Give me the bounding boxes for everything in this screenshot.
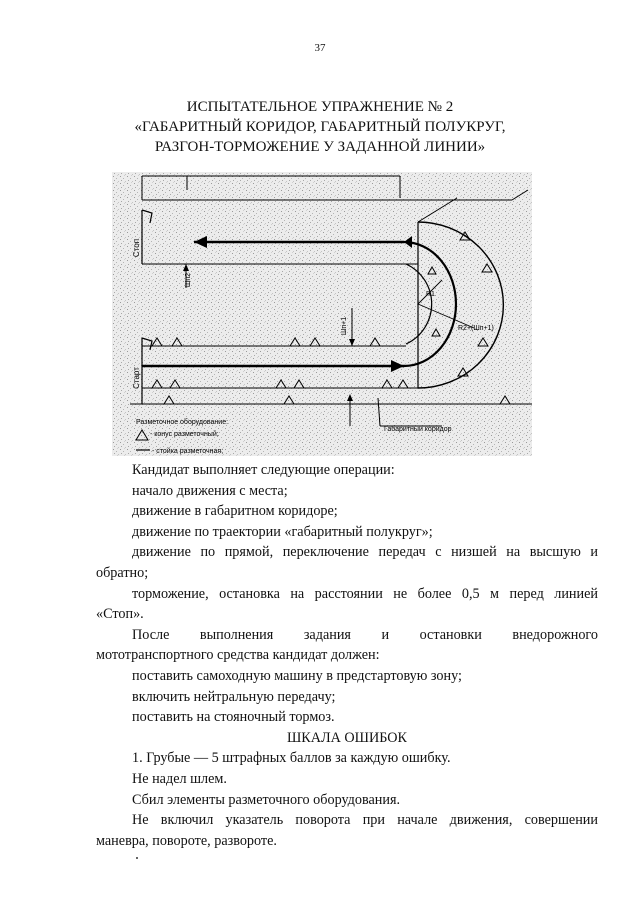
shp1-label: Шп+1	[341, 316, 348, 336]
intro-line: Кандидат выполняет следующие операции:	[132, 462, 395, 478]
scan-noise-background	[112, 172, 532, 456]
requirement-1: поставить самоходную машину в предстартовую зону;	[132, 667, 462, 684]
legend-post: - стойка разметочная;	[152, 448, 224, 455]
legend-cone: - конус разметочный;	[150, 431, 219, 438]
operation-1: начало движения с места;	[132, 482, 288, 499]
operation-3: движение по траектории «габаритный полукруг»;	[132, 523, 433, 540]
title-line-2: «ГАБАРИТНЫЙ КОРИДОР, ГАБАРИТНЫЙ ПОЛУКРУГ,	[134, 119, 506, 135]
legend-title: Разметочное оборудование:	[136, 419, 229, 426]
operation-2: движение в габаритном коридоре;	[132, 503, 338, 520]
page-title	[0, 97, 640, 157]
operation-4-line-1: движение по прямой, переключение передач с низшей на высшую и	[132, 544, 598, 561]
operation-5-line-2: «Стоп».	[96, 606, 144, 623]
exercise-diagram	[112, 168, 532, 458]
r2-label: R2+(Шп+1)	[458, 325, 494, 332]
requirement-2: включить нейтральную передачу;	[132, 688, 336, 705]
operation-5-line-1: торможение, остановка на расстоянии не более 0,5 м перед линией	[132, 585, 598, 602]
title-line-1: ИСПЫТАТЕЛЬНОЕ УПРАЖНЕНИЕ № 2	[186, 99, 454, 115]
operation-4-line-2: обратно;	[96, 564, 149, 581]
error-3-line-2: маневра, повороте, развороте.	[96, 832, 277, 849]
title-line-3: РАЗГОН-ТОРМОЖЕНИЕ У ЗАДАННОЙ ЛИНИИ»	[154, 139, 486, 155]
body-text	[96, 460, 598, 851]
track-scheme	[112, 168, 532, 458]
after-task-line-2: мототранспортного средства кандидат должен:	[96, 647, 380, 664]
stop-label: Стоп	[132, 238, 141, 258]
scan-speck	[136, 857, 138, 859]
after-task-line-1: После выполнения задания и остановки внедорожного	[132, 626, 598, 643]
page-number: 37	[314, 42, 326, 54]
shp2-label: Шп2	[185, 272, 192, 288]
error-2: Сбил элементы разметочного оборудования.	[132, 791, 401, 808]
errors-heading: ШКАЛА ОШИБОК	[287, 729, 407, 746]
requirement-3: поставить на стояночный тормоз.	[132, 709, 335, 726]
gross-errors-line: 1. Грубые — 5 штрафных баллов за каждую ошибку.	[132, 750, 451, 767]
start-label: Старт	[132, 367, 141, 389]
r1-label: R1	[426, 291, 435, 298]
error-3-line-1: Не включил указатель поворота при начале движения, совершении	[132, 812, 598, 829]
error-1: Не надел шлем.	[132, 770, 227, 787]
corridor-label: Габаритный коридор	[384, 426, 452, 433]
